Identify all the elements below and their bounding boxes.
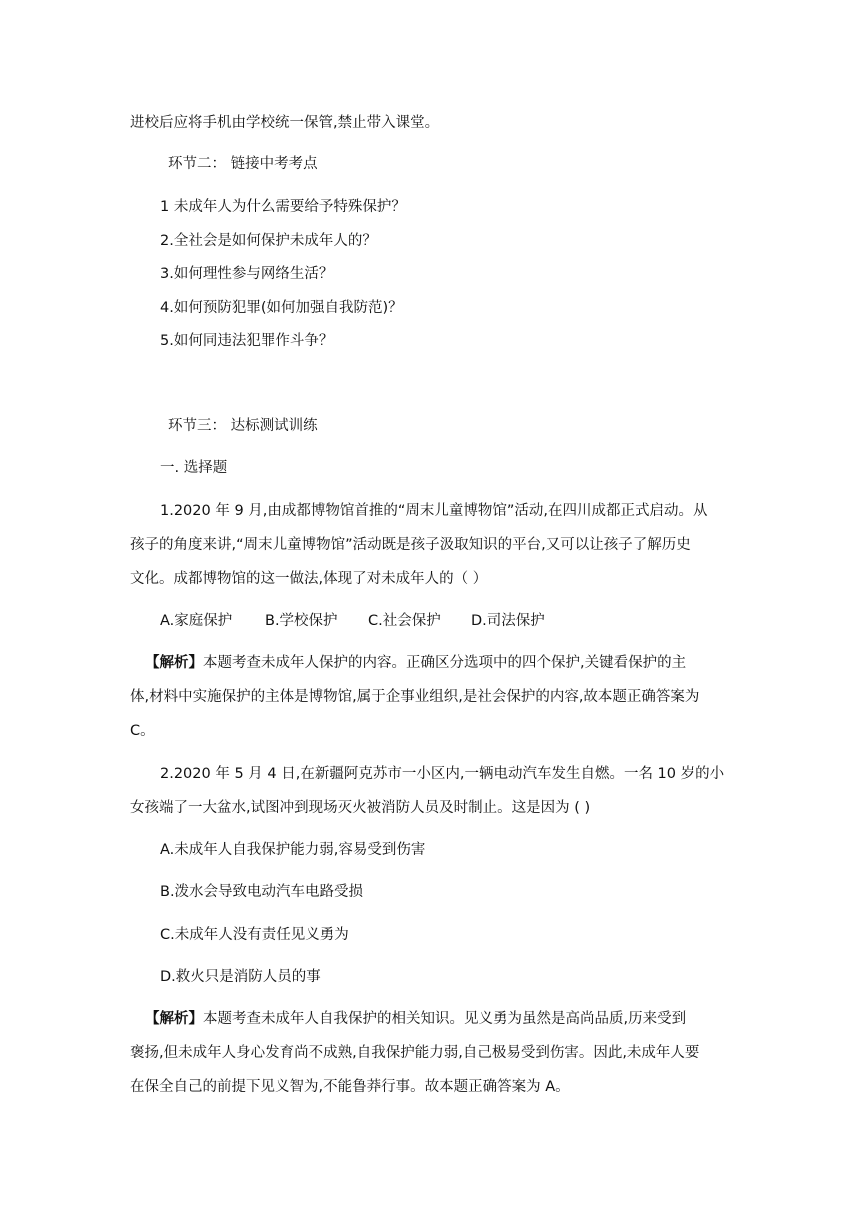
q2-option-d: D.救火只是消防人员的事 (160, 969, 321, 985)
q1-analysis-label: 【解析】 (145, 655, 203, 671)
q2-line-1: 2.2020 年 5 月 4 日,在新疆阿克苏市一小区内,一辆电动汽车发生自燃。一名 10 岁的小 (160, 766, 725, 782)
q2-analysis-line-1 (145, 1009, 686, 1029)
section2-heading: 环节二： 链接中考考点 (168, 156, 318, 172)
q2-option-b: B.泼水会导致电动汽车电路受损 (160, 884, 364, 900)
q2-line-2: 女孩端了一大盆水,试图冲到现场灭火被消防人员及时制止。这是因为 ( ) (130, 800, 591, 816)
section2-item-4: 4.如何预防犯罪(如何加强自我防范)？ (160, 300, 403, 316)
q2-analysis-line-3: 在保全自己的前提下见义智为,不能鲁莽行事。故本题正确答案为 A。 (130, 1079, 570, 1095)
q2-option-c: C.未成年人没有责任见义勇为 (160, 927, 349, 943)
section2-item-3: 3.如何理性参与网络生活？ (160, 266, 334, 282)
q1-line-3: 文化。成都博物馆的这一做法,体现了对未成年人的（ ） (130, 571, 488, 587)
q1-analysis-line-2: 体,材料中实施保护的主体是博物馆,属于企事业组织,是社会保护的内容,故本题正确答案为 (130, 689, 700, 705)
q2-analysis-text-1: 本题考查未成年人自我保护的相关知识。见义勇为虽然是高尚品质,历来受到 (203, 1011, 687, 1027)
section2-item-1: 1 未成年人为什么需要给予特殊保护？ (160, 199, 406, 215)
q1-option-b: B.学校保护 (265, 613, 338, 629)
intro-line: 进校后应将手机由学校统一保管,禁止带入课堂。 (130, 115, 440, 131)
q1-option-a: A.家庭保护 (160, 613, 233, 629)
q1-analysis-line-1 (145, 653, 686, 673)
q2-analysis-label: 【解析】 (145, 1011, 203, 1027)
q1-analysis-line-3: C。 (130, 723, 155, 739)
q2-option-a: A.未成年人自我保护能力弱,容易受到伤害 (160, 842, 426, 858)
section3-subheading: 一. 选择题 (160, 460, 228, 476)
q1-option-c: C.社会保护 (368, 613, 441, 629)
q1-option-d: D.司法保护 (471, 613, 545, 629)
section2-item-2: 2.全社会是如何保护未成年人的？ (160, 233, 377, 249)
section2-item-5: 5.如何同违法犯罪作斗争？ (160, 333, 334, 349)
section3-heading: 环节三： 达标测试训练 (168, 418, 318, 434)
q1-line-1: 1.2020 年 9 月,由成都博物馆首推的“周末儿童博物馆”活动,在四川成都正式启动。从 (160, 503, 708, 519)
q2-analysis-line-2: 褒扬,但未成年人身心发育尚不成熟,自我保护能力弱,自己极易受到伤害。因此,未成年人要 (130, 1045, 700, 1061)
q1-line-2: 孩子的角度来讲,“周末儿童博物馆”活动既是孩子汲取知识的平台,又可以让孩子了解历史 (130, 537, 691, 553)
q1-options (160, 611, 720, 631)
q1-analysis-text-1: 本题考查未成年人保护的内容。正确区分选项中的四个保护,关键看保护的主 (203, 655, 687, 671)
